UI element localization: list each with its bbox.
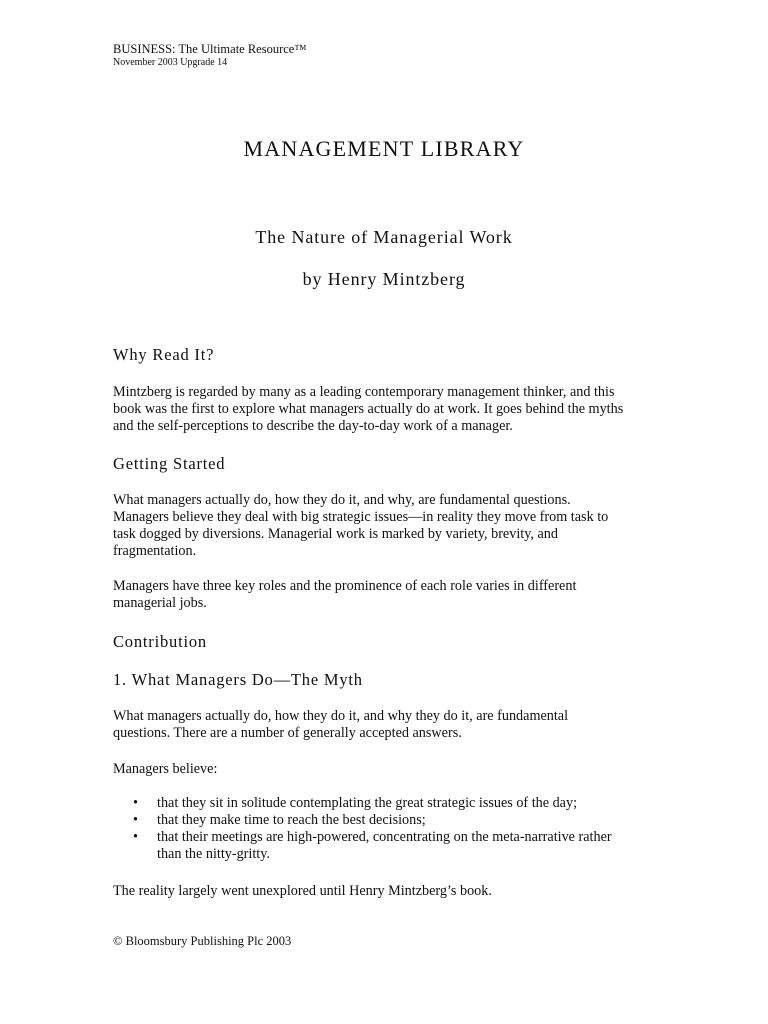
list-item-text: that their meetings are high-powered, concentrating on the meta-narrative rather	[157, 829, 612, 845]
getting-started-paragraph-1	[113, 492, 673, 560]
subheading-what-managers-do: 1. What Managers Do—The Myth	[113, 670, 363, 689]
copyright-notice: © Bloomsbury Publishing Plc 2003	[113, 934, 292, 948]
managers-believe-label: Managers believe:	[113, 761, 218, 777]
text-line: and the self-perceptions to describe the day-to-day work of a manager.	[113, 418, 513, 434]
book-author: by Henry Mintzberg	[302, 269, 466, 289]
text-line: questions. There are a number of generally accepted answers.	[113, 725, 462, 741]
text-line: task dogged by diversions. Managerial work is marked by variety, brevity, and	[113, 526, 558, 542]
list-item	[113, 812, 673, 829]
contribution-paragraph-3: The reality largely went unexplored until Henry Mintzberg’s book.	[113, 883, 492, 899]
resource-title: BUSINESS: The Ultimate Resource™	[113, 42, 307, 56]
list-item	[113, 795, 673, 812]
text-line: What managers actually do, how they do it, and why, are fundamental questions.	[113, 492, 571, 508]
heading-why-read-it: Why Read It?	[113, 345, 215, 364]
text-line: Managers believe they deal with big strategic issues—in reality they move from task to	[113, 509, 609, 525]
book-title: The Nature of Managerial Work	[255, 227, 513, 247]
text-line: managerial jobs.	[113, 595, 207, 611]
getting-started-paragraph-2	[113, 578, 673, 612]
bullet-icon: •	[133, 812, 138, 828]
beliefs-list	[113, 795, 673, 863]
why-read-paragraph	[113, 384, 673, 435]
list-item-text: that they make time to reach the best decisions;	[157, 812, 426, 828]
bullet-icon: •	[133, 829, 138, 845]
text-line: What managers actually do, how they do it, and why they do it, are fundamental	[113, 708, 569, 724]
list-item	[113, 829, 673, 863]
heading-getting-started: Getting Started	[113, 454, 226, 473]
library-title: MANAGEMENT LIBRARY	[243, 136, 525, 161]
list-item-text: than the nitty-gritty.	[157, 846, 270, 862]
bullet-icon: •	[133, 795, 138, 811]
text-line: book was the first to explore what managers actually do at work. It goes behind the myths	[113, 401, 624, 417]
resource-edition: November 2003 Upgrade 14	[113, 57, 228, 68]
contribution-paragraph-1	[113, 708, 673, 742]
heading-contribution: Contribution	[113, 632, 207, 651]
list-item-text: that they sit in solitude contemplating the great strategic issues of the day;	[157, 795, 578, 811]
text-line: Mintzberg is regarded by many as a leading contemporary management thinker, and this	[113, 384, 615, 400]
text-line: fragmentation.	[113, 543, 197, 559]
text-line: Managers have three key roles and the prominence of each role varies in different	[113, 578, 577, 594]
